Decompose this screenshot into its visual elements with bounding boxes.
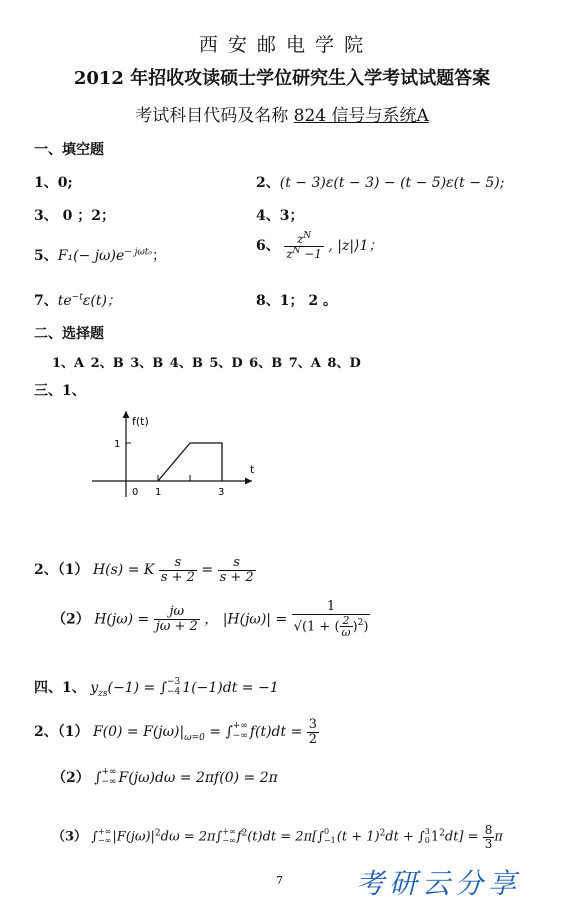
answer-1-6-tail: , |z|⟩1；	[328, 238, 383, 255]
graph-xtick-0: 0	[132, 487, 139, 498]
answer-4-2-2-b: F(jω)dω = 2πf(0) = 2π	[118, 770, 278, 786]
graph-xtick-1: 1	[155, 487, 162, 498]
answer-4-2-3-sup2: 2	[241, 828, 248, 839]
graph-ytick: 1	[114, 439, 121, 450]
page-number: 7	[276, 874, 283, 887]
answer-4-2-1-den: 2	[308, 731, 318, 747]
answer-4-2-3-lim3-lo: 0	[424, 836, 430, 846]
answer-4-2-3-num: 8	[484, 823, 493, 837]
answer-1-7-tail: ε(t)；	[82, 293, 121, 309]
answer-4-2-1-frac	[307, 718, 319, 746]
answer-4-2-2	[52, 767, 278, 788]
answer-4-2-1-a: F(0) = F(jω)|	[92, 724, 185, 741]
answer-4-2-3-frac	[483, 824, 495, 850]
answer-4-2-3-h: 1	[430, 829, 440, 845]
answer-4-1-lim-hi: −3	[167, 677, 181, 688]
answer-1-6-fraction	[284, 232, 324, 260]
answer-4-1-b: (−1) = ∫	[107, 680, 167, 696]
answer-4-2-3-a: ∫	[91, 829, 98, 845]
answer-1-6-den-tail: −1	[300, 246, 322, 261]
answer-1-5	[34, 245, 166, 265]
graph-ylabel: f(t)	[132, 415, 149, 428]
answer-1-1: 1、0;	[34, 175, 73, 191]
answer-1-5-tail: ；	[152, 248, 166, 264]
answer-1-4: 4、3；	[256, 208, 304, 224]
answer-3-2-2-lhs: H(jω) =	[94, 611, 150, 628]
section1-heading: 一、填空题	[34, 142, 104, 158]
answer-3-2-2-rnum: 1	[292, 600, 371, 615]
answer-1-3: 3、 0 ；2；	[34, 208, 115, 224]
section4-heading: 四、1、	[34, 680, 86, 696]
answer-1-2	[256, 172, 504, 192]
answer-1-7-sup: −t	[71, 292, 83, 303]
answer-3-2-1-lhs: H(s) = K	[92, 562, 155, 579]
answer-1-6-num-sup: N	[303, 231, 312, 241]
answer-1-6-label: 6、	[256, 238, 280, 255]
section2-heading: 二、选择题	[34, 326, 104, 342]
answer-4-2-3-label: （3）	[52, 829, 88, 845]
answer-3-2-2-mid: ， |H(jω)| =	[204, 611, 288, 628]
subject-prefix: 考试科目代码及名称	[135, 106, 294, 126]
choice-answers: 1、A 2、B 3、B 4、B 5、D 6、B 7、A 8、D	[52, 356, 361, 371]
answer-3-2-2-frac	[154, 605, 200, 633]
answer-4-2-3-i: dt] =	[444, 829, 479, 845]
answer-4-2-1-c: f(t)dt =	[249, 724, 303, 741]
answer-4-2-3-sup3: 2	[379, 828, 386, 839]
answer-4-2-3-tail: π	[494, 829, 503, 845]
answer-3-2-1	[34, 556, 256, 584]
answer-3-2-1-den-b: s + 2	[219, 569, 254, 585]
answer-4-2-3-d: f	[236, 829, 242, 845]
answer-3-2-2-inner-den: ω	[341, 626, 351, 640]
answer-4-1-lim-lo: −4	[167, 687, 181, 697]
answer-1-5-expr: F₁(− jω)e	[57, 248, 125, 264]
answer-3-2-2-rden: √(1 + ( $\frac{2}{\omega}$ )$^2$)	[293, 613, 369, 640]
answer-4-2-3-sup: 2	[154, 828, 161, 839]
answer-1-6-num: z	[296, 232, 304, 246]
answer-1-6	[256, 232, 382, 260]
subject-code: 824 信号与系统A	[293, 106, 429, 126]
answer-4-2-3-g: dt + ∫	[385, 829, 425, 845]
answer-4-2-3-lim2-lo: −1	[323, 836, 336, 846]
answer-1-2-label: 2、	[256, 175, 280, 191]
answer-3-2-1-label: 2、（1）	[34, 562, 89, 579]
answer-4-2-2-a: ∫	[94, 770, 102, 786]
answer-4-2-3-lim3-hi: 3	[424, 827, 430, 837]
answer-3-2-2-num: jω	[154, 605, 200, 620]
answer-3-2-2-rden-a: 1 +	[307, 619, 335, 635]
answer-3-2-2-inner-frac	[340, 615, 353, 639]
answer-1-5-label: 5、	[34, 248, 58, 264]
answer-3-2-2-rfrac	[292, 600, 371, 639]
answer-3-2-2-den: jω + 2	[155, 618, 198, 634]
answer-3-2-1-num-b: s	[218, 556, 256, 571]
answer-3-2-2	[52, 600, 370, 639]
answer-4-2-1	[34, 718, 319, 746]
watermark: 考研云分享	[356, 867, 522, 900]
answer-4-2-3-sup4: 2	[439, 828, 445, 839]
answer-4-2-1-sub: ω=0	[184, 732, 205, 743]
answer-1-7-label: 7、	[34, 293, 58, 309]
graph-xlabel: t	[250, 463, 255, 476]
answer-1-6-den-sup: N	[292, 245, 301, 256]
answer-4-2-3-b: |F(jω)|	[112, 829, 155, 845]
answer-4-1-c: 1(−1)dt = −1	[182, 680, 279, 696]
answer-3-2-2-inner-num: 2	[340, 615, 353, 628]
answer-4-1	[34, 677, 279, 699]
answer-4-2-2-lim-lo: −∞	[101, 777, 117, 787]
answer-4-2-3-den: 3	[484, 836, 493, 851]
answer-4-2-3	[52, 824, 503, 850]
answer-3-2-1-eq: =	[201, 562, 214, 579]
answer-4-2-1-num: 3	[308, 717, 318, 732]
answer-4-2-3-lim-hi-b: +∞	[222, 827, 236, 837]
answer-4-2-1-label: 2、（1）	[34, 724, 89, 741]
answer-4-1-sub: zs	[98, 688, 108, 699]
answer-1-7	[34, 290, 121, 310]
section3-heading: 三、1、	[34, 383, 86, 399]
answer-3-2-1-den-a: s + 2	[160, 569, 195, 585]
subject-line	[0, 101, 564, 126]
answer-4-2-1-lim-hi: +∞	[232, 721, 248, 732]
answer-1-5-sup: − jωt₀	[124, 247, 152, 258]
answer-4-2-3-lim-lo-b: −∞	[222, 836, 236, 846]
answer-4-2-3-c: dω = 2π∫	[160, 829, 223, 845]
answer-4-2-2-lim-hi: +∞	[101, 767, 117, 778]
answer-3-2-1-frac-a	[159, 556, 197, 584]
answer-3-2-2-label: （2）	[52, 611, 90, 628]
answer-4-1-a: y	[90, 680, 99, 696]
answer-1-7-expr: te	[57, 293, 72, 309]
answer-4-2-1-b: = ∫	[204, 724, 233, 741]
answer-3-2-1-num-a: s	[159, 556, 197, 571]
answer-4-2-3-lim2-hi: 0	[323, 827, 330, 837]
answer-4-2-2-label: （2）	[52, 770, 90, 786]
answer-3-2-1-frac-b	[218, 556, 256, 584]
answer-4-2-3-f: (t + 1)	[336, 829, 380, 845]
answer-4-2-3-lim-hi: +∞	[97, 827, 112, 837]
school-name: 西 安 邮 电 学 院	[198, 34, 366, 56]
answer-4-2-3-lim-lo: −∞	[97, 836, 112, 846]
answer-4-2-3-e: (t)dt = 2π[∫	[247, 829, 324, 845]
answer-3-2-2-rden-sup: 2	[357, 617, 364, 628]
graph-xtick-3: 3	[218, 487, 225, 498]
answer-4-2-1-lim-lo: −∞	[232, 731, 248, 742]
answer-1-8: 8、1； 2 。	[256, 293, 337, 309]
answer-1-6-den: z	[286, 246, 293, 261]
answer-1-2-expr: (t − 3)ε(t − 3) − (t − 5)ε(t − 5);	[279, 175, 505, 191]
waveform-graph	[80, 405, 280, 505]
document-title: 2012 年招收攻读硕士学位研究生入学考试试题答案	[73, 68, 491, 89]
